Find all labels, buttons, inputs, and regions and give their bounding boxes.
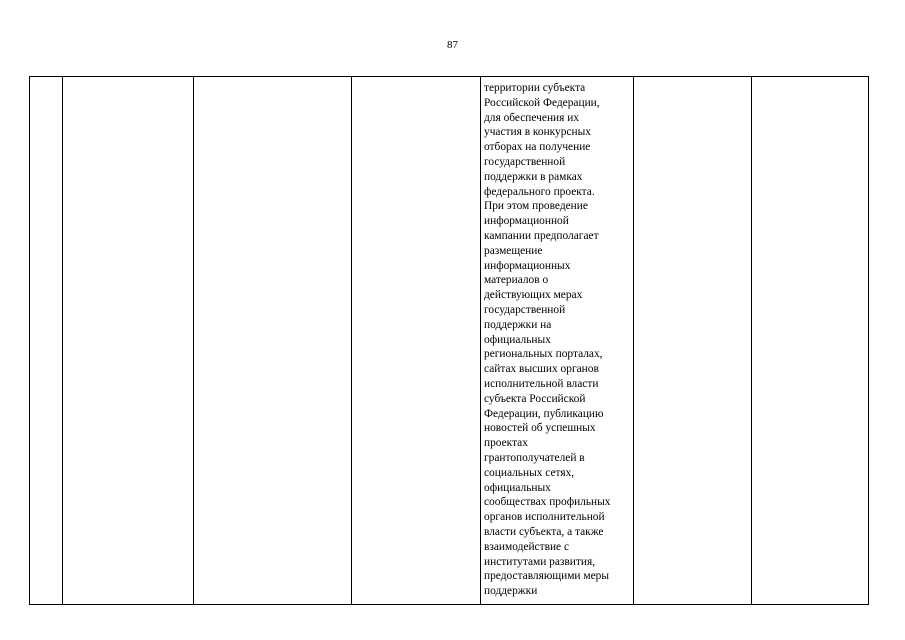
table-cell-col-1 — [30, 77, 63, 605]
cell-text-line: проектах — [484, 437, 528, 450]
cell-text-line: органов исполнительной — [484, 511, 605, 524]
cell-text-line: региональных порталах, — [484, 348, 603, 361]
cell-text-line: исполнительной власти — [484, 377, 599, 390]
cell-text-line: территории субъекта — [484, 82, 586, 94]
table-row — [30, 77, 869, 605]
cell-text-line: государственной — [484, 155, 566, 168]
page-number: 87 — [447, 39, 458, 51]
cell-text-line: новостей об успешных — [484, 422, 596, 435]
cell-text-line: Российской Федерации, — [484, 96, 600, 109]
cell-text-line: размещение — [484, 244, 543, 257]
cell-text-line: информационных — [484, 259, 571, 272]
cell-text-line: субъекта Российской — [484, 392, 586, 405]
cell-text-line: сообществах профильных — [484, 496, 611, 509]
cell-text-line: информационной — [484, 215, 569, 228]
table-cell-col-2 — [63, 77, 194, 605]
cell-text-line: материалов о — [484, 274, 549, 287]
cell-text-line: власти субъекта, а также — [484, 525, 604, 538]
cell-description-text — [481, 77, 633, 599]
cell-text-line: федерального проекта. — [484, 185, 595, 198]
cell-text-line: для обеспечения их — [484, 111, 580, 124]
cell-text-line: официальных — [484, 481, 551, 494]
cell-text-line: предоставляющими меры — [484, 570, 609, 583]
table-cell-col-4 — [352, 77, 481, 605]
cell-text-line: поддержки на — [484, 318, 552, 331]
cell-text-line: участия в конкурсных — [484, 126, 591, 139]
cell-text-line: взаимодействие с — [484, 540, 570, 553]
table-cell-col-7 — [752, 77, 869, 605]
cell-text-line: социальных сетях, — [484, 466, 575, 479]
cell-text-line: действующих мерах — [484, 289, 583, 302]
cell-text-line: кампании предполагает — [484, 229, 599, 242]
document-table — [29, 76, 869, 605]
cell-text-line: грантополучателей в — [484, 451, 585, 464]
cell-text-line: При этом проведение — [484, 200, 588, 213]
table-cell-col-6 — [634, 77, 752, 605]
cell-text-line: сайтах высших органов — [484, 363, 599, 376]
cell-text-line: государственной — [484, 303, 566, 316]
cell-text-line: Федерации, публикацию — [484, 407, 604, 420]
cell-text-line: поддержки в рамках — [484, 170, 583, 183]
cell-text-line: институтами развития, — [484, 555, 596, 568]
table-cell-col-3 — [194, 77, 352, 605]
cell-text-line: поддержки — [484, 585, 538, 598]
cell-text-line: официальных — [484, 333, 551, 346]
table-cell-col-5 — [481, 77, 634, 605]
cell-text-line: отборах на получение — [484, 141, 591, 154]
